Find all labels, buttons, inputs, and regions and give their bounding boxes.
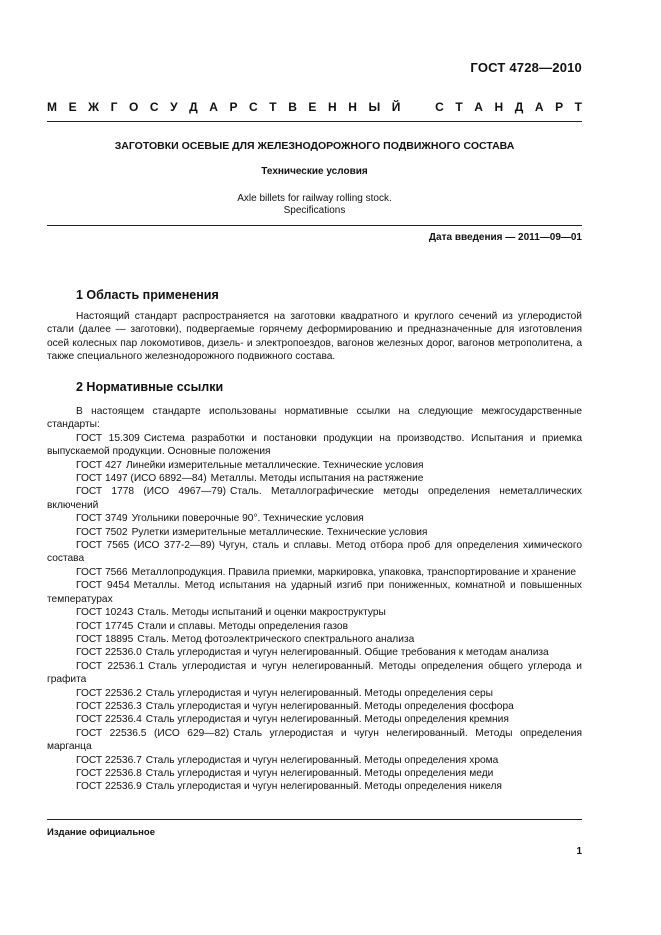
interstate-letter: Г <box>110 100 118 114</box>
reference-title: Стали и сплавы. Методы определения газов <box>137 620 348 632</box>
reference-item <box>47 539 582 566</box>
introduction-date: Дата введения — 2011—09—01 <box>428 232 582 243</box>
reference-title: Металлопродукция. Правила приемки, маркировка, упаковка, транспортирование и хранение <box>131 566 576 578</box>
reference-title: Сталь углеродистая и чугун нелегированный. Методы определения общего углерода и графита <box>47 660 582 686</box>
reference-title: Угольники поверочные 90°. Технические условия <box>131 513 364 525</box>
interstate-letter: Т <box>574 100 582 114</box>
interstate-letter: С <box>149 100 159 114</box>
interstate-letter: Ы <box>368 100 381 114</box>
reference-code: ГОСТ 17745 <box>76 620 134 632</box>
reference-item <box>47 526 582 539</box>
reference-item <box>47 727 582 754</box>
reference-code: ГОСТ 10243 <box>76 607 134 619</box>
reference-title: Сталь углеродистая и чугун нелегированный. Методы определения хрома <box>145 754 499 766</box>
reference-code: ГОСТ 22536.8 <box>76 767 142 779</box>
reference-code: ГОСТ 427 <box>76 459 122 471</box>
interstate-letter: Н <box>328 100 337 114</box>
reference-code: ГОСТ 1778 (ИСО 4967—79) <box>76 486 227 498</box>
reference-item <box>47 579 582 606</box>
interstate-letter: Р <box>555 100 564 114</box>
interstate-letter: С <box>435 100 444 114</box>
reference-title: Сталь углеродистая и чугун нелегированный. Методы определения меди <box>145 767 494 779</box>
reference-item <box>47 687 582 700</box>
reference-code: ГОСТ 9454 <box>76 580 130 592</box>
interstate-letter: Е <box>68 100 77 114</box>
reference-code: ГОСТ 18895 <box>76 633 134 645</box>
interstate-letter: Д <box>514 100 524 114</box>
interstate-standard-banner <box>47 100 582 114</box>
interstate-letter: Р <box>229 100 238 114</box>
reference-code: ГОСТ 3749 <box>76 513 128 525</box>
reference-title: Система разработки и постановки продукции на производство. Испытания и приемка выпускаемой продукции. Основные положения <box>47 432 582 458</box>
reference-title: Сталь. Методы испытаний и оценки макроструктуры <box>137 607 386 619</box>
english-title-line-2: Specifications <box>283 205 346 216</box>
reference-title: Сталь. Метод фотоэлектрического спектрального анализа <box>137 633 415 645</box>
reference-code: ГОСТ 1497 (ИСО 6892—84) <box>76 473 207 485</box>
interstate-letter: С <box>249 100 258 114</box>
interstate-letter: М <box>47 100 57 114</box>
section-2-heading: 2 Нормативные ссылки <box>76 380 224 394</box>
header-rule <box>47 121 582 122</box>
reference-item <box>47 660 582 687</box>
english-title-line-1: Axle billets for railway rolling stock. <box>237 193 392 204</box>
reference-code: ГОСТ 22536.4 <box>76 714 142 726</box>
reference-code: ГОСТ 22536.2 <box>76 687 142 699</box>
reference-code: ГОСТ 15.309 <box>76 432 140 444</box>
document-subtitle: Технические условия <box>261 166 368 177</box>
reference-item <box>47 713 582 726</box>
reference-title: Металлы. Метод испытания на ударный изгиб при пониженных, комнатной и повышенных температурах <box>47 580 582 605</box>
reference-item <box>47 432 582 459</box>
reference-title: Рулетки измерительные металлические. Технические условия <box>131 526 428 538</box>
title-rule <box>47 225 582 226</box>
reference-code: ГОСТ 22536.5 (ИСО 629—82) <box>76 727 230 739</box>
reference-title: Сталь углеродистая и чугун нелегированный. Методы определения марганца <box>47 727 582 753</box>
reference-code: ГОСТ 22536.0 <box>76 647 142 659</box>
reference-item <box>47 767 582 780</box>
interstate-letter: А <box>534 100 544 114</box>
section-1-heading: 1 Область применения <box>76 288 219 302</box>
reference-code: ГОСТ 7502 <box>76 526 128 538</box>
reference-item <box>47 459 582 472</box>
interstate-letter: Е <box>308 100 317 114</box>
reference-code: ГОСТ 22536.3 <box>76 700 142 712</box>
reference-title: Линейки измерительные металлические. Технические условия <box>125 459 424 471</box>
reference-item <box>47 646 582 659</box>
page-number: 1 <box>576 846 582 857</box>
interstate-letter: Д <box>189 100 198 114</box>
reference-code: ГОСТ 7565 (ИСО 377-2—89) <box>76 540 215 552</box>
interstate-letter: А <box>474 100 483 114</box>
interstate-letter: Н <box>494 100 504 114</box>
reference-code: ГОСТ 22536.9 <box>76 781 142 793</box>
reference-title: Сталь углеродистая и чугун нелегированный. Методы определения кремния <box>145 714 509 726</box>
interstate-letter: Т <box>455 100 463 114</box>
reference-item <box>47 633 582 646</box>
interstate-letter: Т <box>269 100 277 114</box>
reference-title: Сталь углеродистая и чугун нелегированный. Методы определения серы <box>145 687 493 699</box>
english-title <box>47 193 582 217</box>
interstate-letter: В <box>288 100 297 114</box>
reference-code: ГОСТ 7566 <box>76 566 128 578</box>
footer-rule <box>47 819 582 820</box>
reference-code: ГОСТ 22536.1 <box>76 660 145 672</box>
reference-item <box>47 472 582 485</box>
reference-item <box>47 485 582 512</box>
document-title: ЗАГОТОВКИ ОСЕВЫЕ ДЛЯ ЖЕЛЕЗНОДОРОЖНОГО ПОДВИЖНОГО СОСТАВА <box>114 140 515 152</box>
normative-references <box>47 405 582 794</box>
interstate-letter: Й <box>391 100 401 114</box>
official-edition-label: Издание официальное <box>47 827 155 838</box>
reference-item <box>47 566 582 579</box>
doc-number: ГОСТ 4728—2010 <box>470 60 582 75</box>
interstate-letter: Н <box>348 100 357 114</box>
interstate-letter: О <box>128 100 139 114</box>
reference-code: ГОСТ 22536.7 <box>76 754 142 766</box>
interstate-letter: У <box>170 100 178 114</box>
reference-title: Чугун, сталь и сплавы. Метод отбора проб для определения химического состава <box>47 540 582 565</box>
interstate-letter: А <box>209 100 218 114</box>
section-1-paragraph: Настоящий стандарт распространяется на заготовки квадратного и круглого сечений из углеродистой стали (далее — заготовки), подвергаемые горячему деформированию и предназначенные для изготовления осей колесных пар локомотивов, дизель- и электропоездов, вагонов железных дорог, вагонов метрополитена, а также специального железнодорожного подвижного состава. <box>47 311 582 363</box>
reference-item <box>47 512 582 525</box>
reference-item <box>47 780 582 793</box>
reference-item <box>47 754 582 767</box>
reference-item <box>47 700 582 713</box>
reference-title: Сталь. Металлографические методы определения неметаллических включений <box>47 486 582 511</box>
reference-title: Сталь углеродистая и чугун нелегированный. Методы определения фосфора <box>145 700 514 712</box>
reference-title: Сталь углеродистая и чугун нелегированный. Общие требования к методам анализа <box>145 647 549 659</box>
reference-title: Сталь углеродистая и чугун нелегированный. Методы определения никеля <box>145 781 502 793</box>
reference-title: Металлы. Методы испытания на растяжение <box>210 473 424 485</box>
reference-item <box>47 606 582 619</box>
interstate-letter: Ж <box>88 100 99 114</box>
reference-item <box>47 620 582 633</box>
references-intro: В настоящем стандарте использованы нормативные ссылки на следующие межгосударственные стандарты: <box>47 406 582 431</box>
section-1-text <box>47 310 582 364</box>
